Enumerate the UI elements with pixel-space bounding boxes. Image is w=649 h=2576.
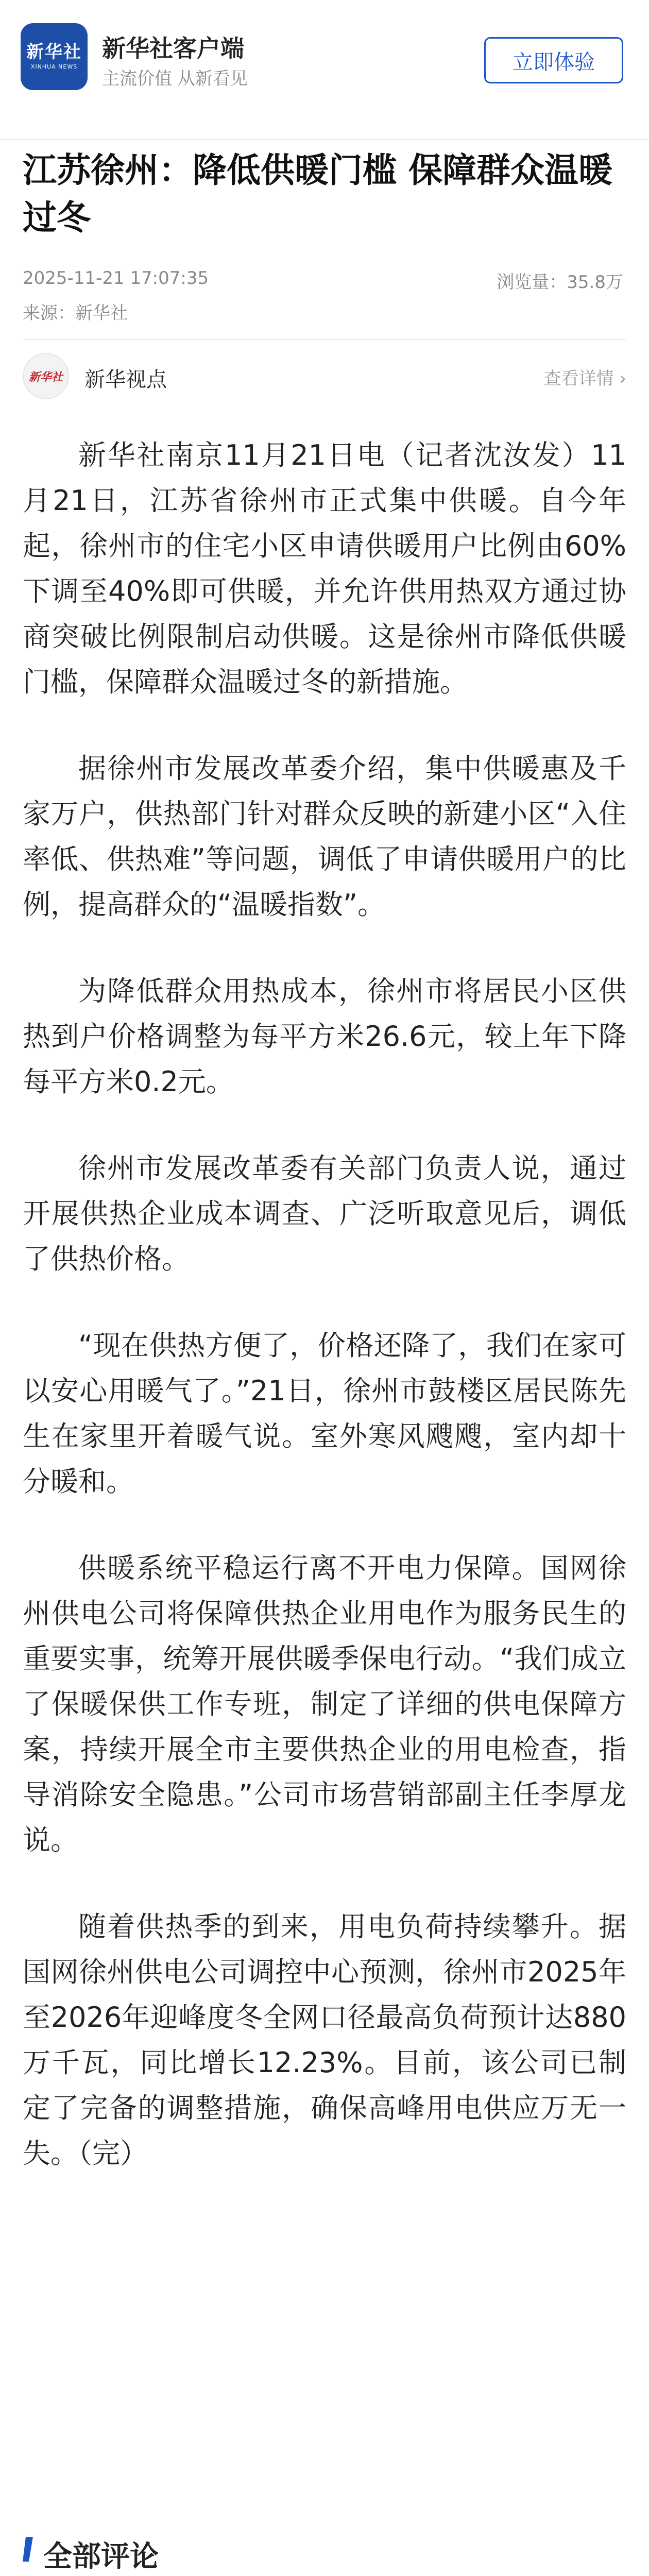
- app-slogan: 主流价值 从新看见: [102, 69, 248, 89]
- app-header: [0, 0, 649, 140]
- logo-text-cn: 新华社: [26, 42, 82, 62]
- paragraph: 为降低群众用热成本，徐州市将居民小区供热到户价格调整为每平方米26.6元，较上年下降每平方米0.2元。: [23, 975, 626, 1098]
- xinhua-logo-icon: [21, 23, 88, 90]
- paragraph: “现在供热方便了，价格还降了，我们在家可以安心用暖气了。”21日，徐州市鼓楼区居民陈先生在家里开着暖气说。室外寒风飕飕，室内却十分暖和。: [23, 1329, 626, 1498]
- view-details-link[interactable]: 查看详情 ›: [543, 368, 626, 389]
- logo-text-en: XINHUA NEWS: [30, 63, 78, 70]
- paragraph: 徐州市发展改革委有关部门负责人说，通过开展供热企业成本调查、广泛听取意见后，调低了供热价格。: [23, 1152, 626, 1275]
- view-count: 浏览量：35.8万: [497, 272, 623, 293]
- author-row[interactable]: [23, 353, 626, 399]
- paragraph: 随着供热季的到来，用电负荷持续攀升。据国网徐州供电公司调控中心预测，徐州市2025年至2026年迎峰度冬全网口径最高负荷预计达880万千瓦，同比增长12.23%。目前，该公司已制定了完备的调整措施，确保高峰用电供应万无一失。（完）: [23, 1910, 626, 2170]
- author-avatar[interactable]: 新华社: [23, 353, 69, 399]
- paragraph: 供暖系统平稳运行离不开电力保障。国网徐州供电公司将保障供热企业用电作为服务民生的重要实事，统筹开展供暖季保电行动。“我们成立了保暖保供工作专班，制定了详细的供电保障方案，持续开展全市主要供热企业的用电检查，指导消除安全隐患。”公司市场营销部副主任李厚龙说。: [23, 1552, 626, 1856]
- paragraph: 据徐州市发展改革委介绍，集中供暖惠及千家万户，供热部门针对群众反映的新建小区“入住率低、供热难”等问题，调低了申请供暖用户的比例，提高群众的“温暖指数”。: [23, 752, 626, 921]
- comment-accent-icon: [23, 2534, 43, 2565]
- app-name: 新华社客户端: [102, 35, 244, 62]
- comments-title: 全部评论: [43, 2540, 159, 2573]
- open-app-button[interactable]: 立即体验: [484, 37, 623, 83]
- paragraph: 新华社南京11月21日电（记者沈汝发）11月21日，江苏省徐州市正式集中供暖。自今年起，徐州市的住宅小区申请供暖用户比例由60%下调至40%即可供暖，并允许供用热双方通过协商突破比例限制启动供暖。这是徐州市降低供暖门槛，保障群众温暖过冬的新措施。: [23, 439, 626, 698]
- divider: [23, 339, 626, 340]
- article-body: [23, 433, 626, 2217]
- article-source: 来源：新华社: [23, 303, 128, 324]
- author-name[interactable]: 新华视点: [84, 368, 167, 392]
- publish-datetime: 2025-11-21 17:07:35: [23, 268, 209, 289]
- article-title: 江苏徐州：降低供暖门槛 保障群众温暖过冬: [23, 150, 612, 238]
- comments-header: [23, 2530, 626, 2571]
